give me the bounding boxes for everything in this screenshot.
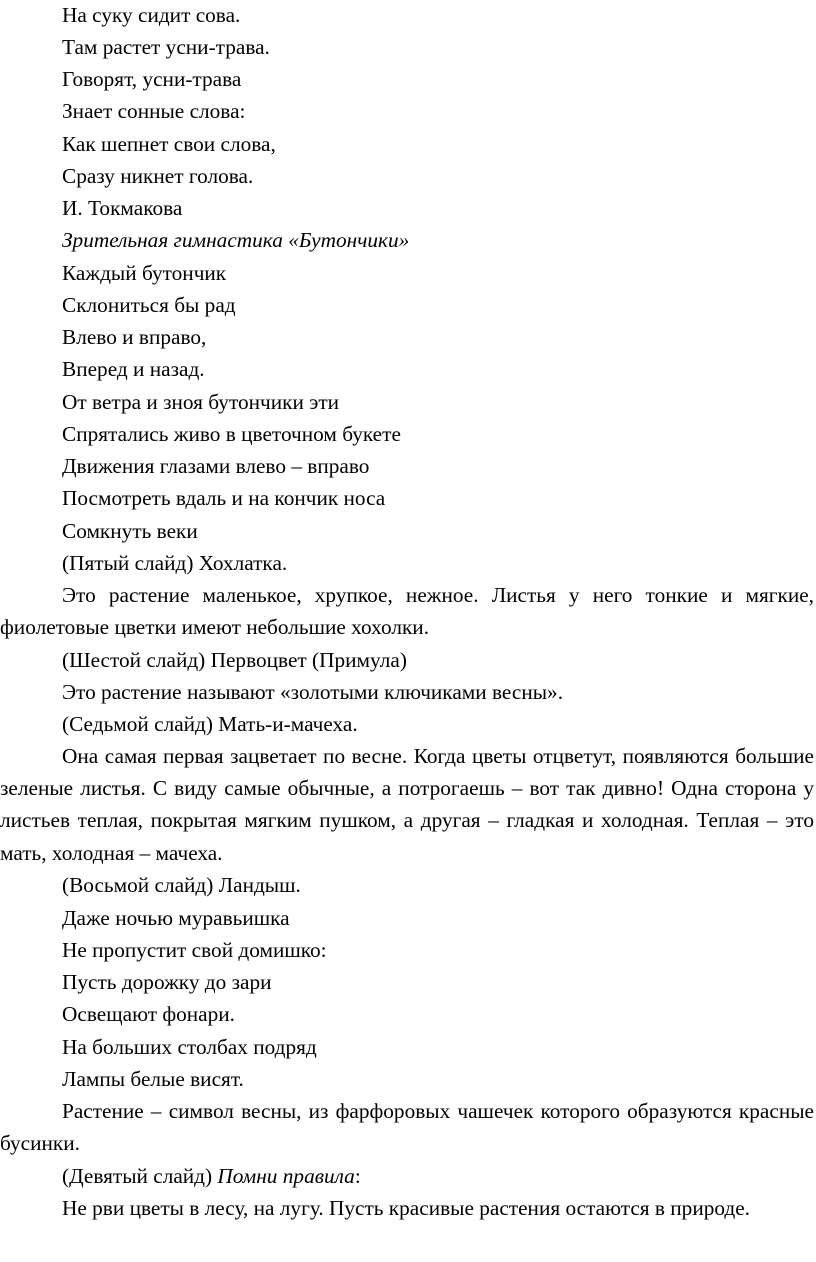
gymnastics-line: Движения глазами влево – вправо [62,454,370,478]
slide-heading-suffix: : [354,1164,361,1188]
poem-line: Знает сонные слова: [62,99,246,123]
slide-heading: (Пятый слайд) Хохлатка. [62,551,288,575]
gymnastics-line: Влево и вправо, [62,325,207,349]
slide-heading-prefix: (Девятый слайд) [62,1164,218,1188]
poem-line: Сразу никнет голова. [62,164,254,188]
slide-heading: (Шестой слайд) Первоцвет (Примула) [62,648,407,672]
riddle-line: Лампы белые висят. [62,1067,244,1091]
poem-line: Там растет усни-трава. [62,35,270,59]
paragraph-text: Это растение маленькое, хрупкое, нежное. Листья у него тонкие и мягкие, фиолетовые цветки имеют небольшие хохолки. [0,583,814,640]
gymnastics-line: Сомкнуть веки [62,519,198,543]
gymnastics-line: От ветра и зноя бутончики эти [62,390,340,414]
gymnastics-line: Спрятались живо в цветочном букете [62,422,401,446]
slide-heading-italic: Помни правила [217,1164,355,1188]
poem-author: И. Токмакова [62,196,183,220]
paragraph-text: Не рви цветы в лесу, на лугу. Пусть красивые растения остаются в природе. [62,1196,751,1220]
paragraph-text: Это растение называют «золотыми ключиками весны». [62,680,564,704]
poem-line: Говорят, усни-трава [62,67,242,91]
paragraph-text: Растение – символ весны, из фарфоровых чашечек которого образуются красные бусинки. [0,1099,814,1156]
riddle-line: Даже ночью муравьишка [62,906,290,930]
slide-heading [62,1164,361,1188]
riddle-line: Не пропустит свой домишко: [62,938,327,962]
poem-line: Как шепнет свои слова, [62,132,276,156]
paragraph-text: Она самая первая зацветает по весне. Когда цветы отцветут, появляются большие зеленые листья. С виду самые обычные, а потрогаешь – вот так дивно! Одна сторона у листьев теплая, покрытая мягким пушком, а другая – гладкая и холодная. Теплая – это мать, холодная – мачеха. [0,744,814,865]
paragraph [0,579,814,643]
gymnastics-line: Склониться бы рад [62,293,236,317]
gymnastics-line: Каждый бутончик [62,261,227,285]
riddle-line: Пусть дорожку до зари [62,970,272,994]
riddle-line: На больших столбах подряд [62,1035,317,1059]
paragraph [0,1192,814,1224]
slide-heading: (Восьмой слайд) Ландыш. [62,873,301,897]
gymnastics-title: Зрительная гимнастика «Бутончики» [62,228,410,252]
gymnastics-line: Посмотреть вдаль и на кончик носа [62,486,386,510]
riddle-line: Освещают фонари. [62,1002,235,1026]
poem-line: На суку сидит сова. [62,3,241,27]
paragraph [0,740,814,869]
paragraph [0,1095,814,1159]
slide-heading: (Седьмой слайд) Мать-и-мачеха. [62,712,358,736]
gymnastics-line: Вперед и назад. [62,357,205,381]
